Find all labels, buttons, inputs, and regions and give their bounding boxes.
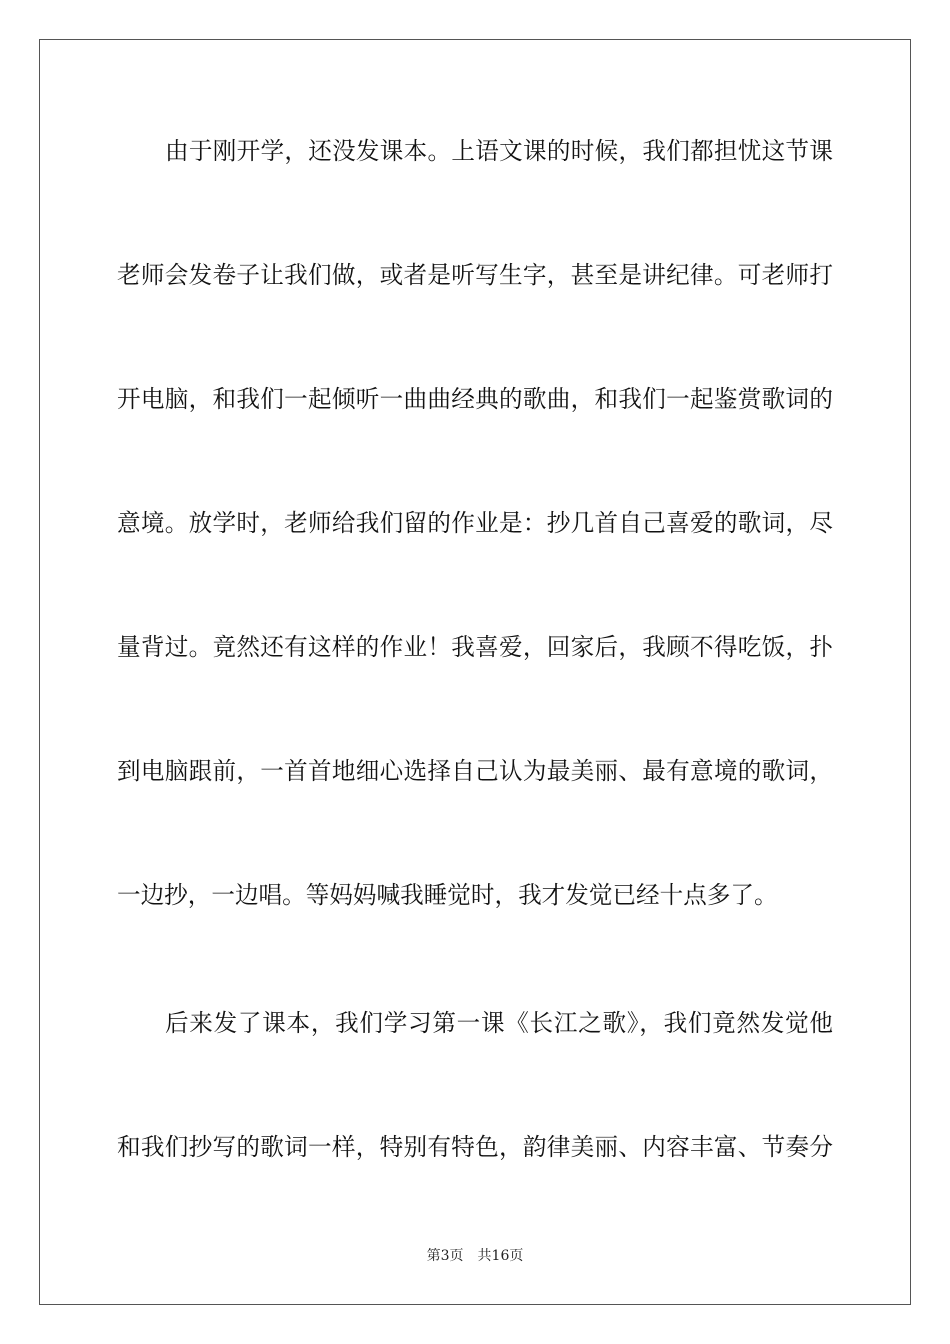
paragraph-line: 一边抄，一边唱。等妈妈喊我睡觉时，我才发觉已经十点多了。 — [117, 881, 778, 909]
paragraph-line: 到电脑跟前，一首首地细心选择自己认为最美丽、最有意境的歌词， — [117, 757, 833, 785]
paragraph-line: 老师会发卷子让我们做，或者是听写生字，甚至是讲纪律。可老师打 — [117, 261, 833, 289]
page-footer — [0, 1247, 950, 1265]
paragraph-line: 量背过。竟然还有这样的作业！我喜爱，回家后，我顾不得吃饭，扑 — [117, 633, 833, 661]
page-total: 共16页 — [477, 1248, 524, 1264]
paragraph-line: 开电脑，和我们一起倾听一曲曲经典的歌曲，和我们一起鉴赏歌词的 — [117, 385, 833, 413]
page-frame — [39, 39, 911, 1305]
paragraph-line: 和我们抄写的歌词一样，特别有特色，韵律美丽、内容丰富、节奏分 — [117, 1133, 833, 1161]
page-number: 第3页 — [426, 1248, 464, 1264]
paragraph-line: 后来发了课本，我们学习第一课《长江之歌》，我们竟然发觉他 — [165, 1009, 833, 1037]
paragraph-line: 意境。放学时，老师给我们留的作业是：抄几首自己喜爱的歌词，尽 — [117, 509, 833, 537]
paragraph-line: 由于刚开学，还没发课本。上语文课的时候，我们都担忧这节课 — [165, 137, 833, 165]
